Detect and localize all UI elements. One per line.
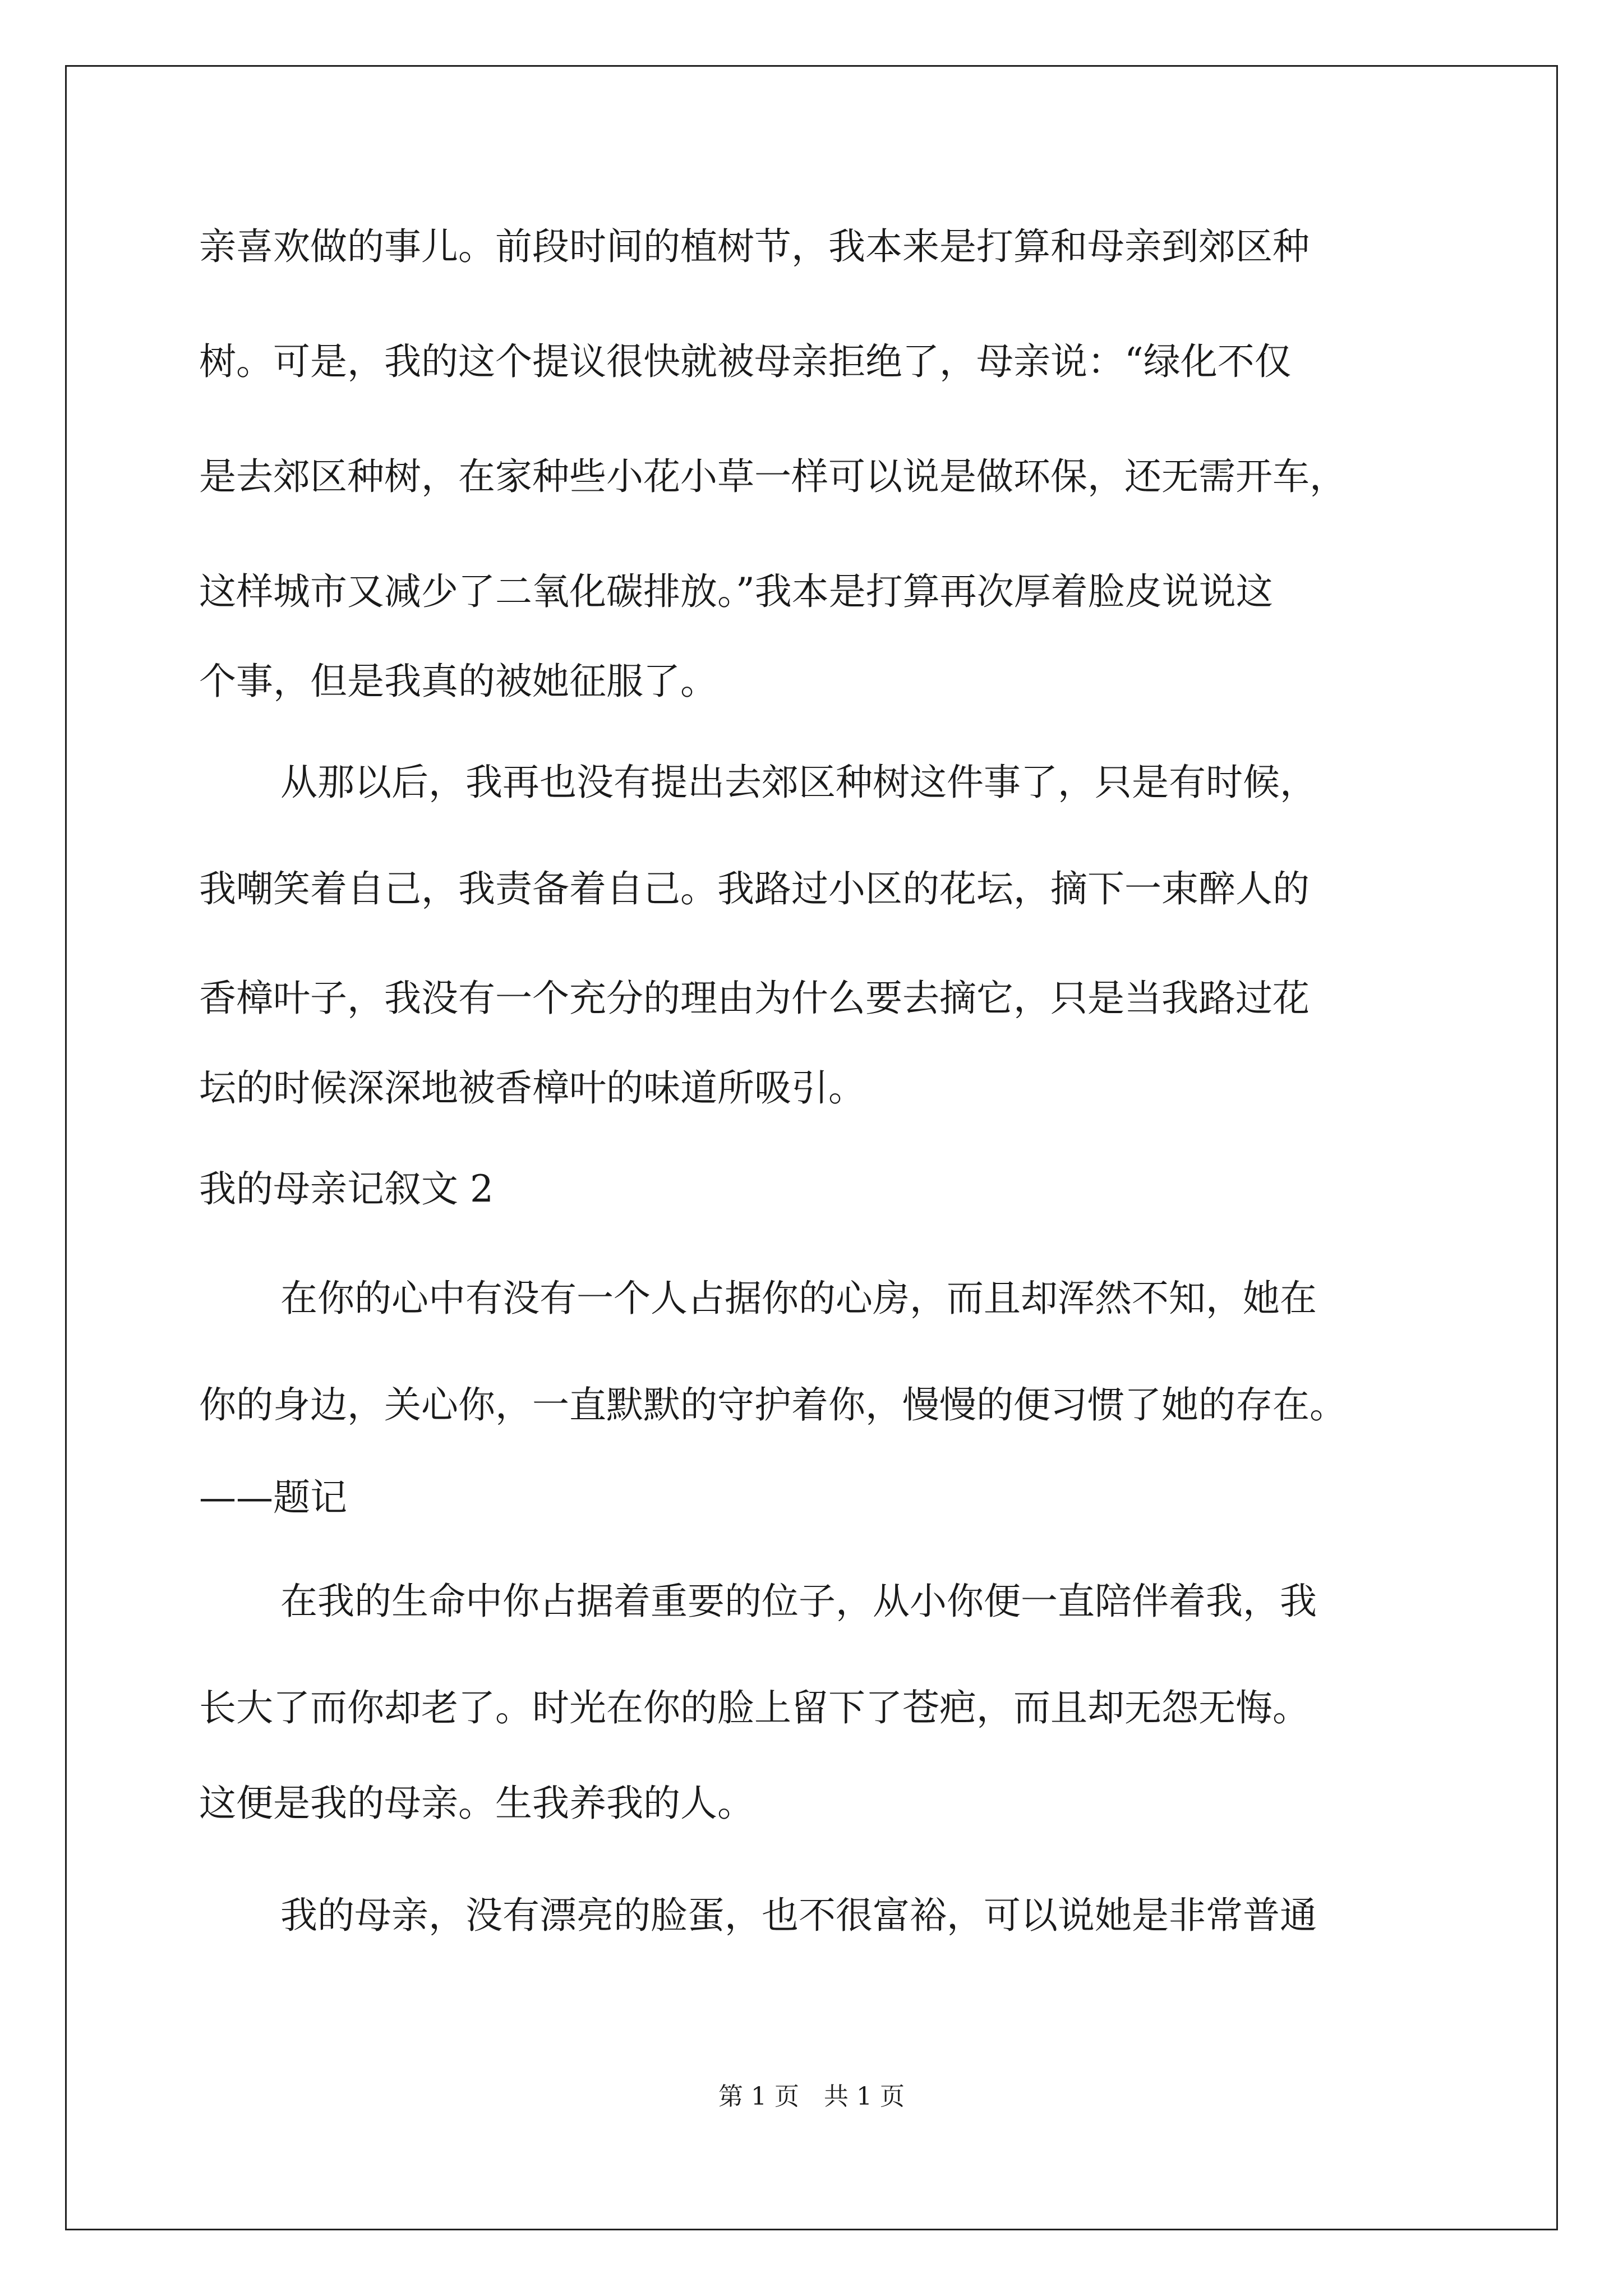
paragraph-1-line-5: 个事，但是我真的被她征服了。 (199, 660, 717, 703)
paragraph-5-line-1: 我的母亲，没有漂亮的脸蛋，也不很富裕，可以说她是非常普通 (280, 1894, 1317, 1937)
section-heading: 我的母亲记叙文 2 (199, 1167, 494, 1211)
paragraph-1-line-4: 这样城市又减少了二氧化碳排放。”我本是打算再次厚着脸皮说说这 (199, 570, 1273, 613)
paragraph-4-line-3: 这便是我的母亲。生我养我的人。 (199, 1782, 754, 1825)
paragraph-2-line-2: 我嘲笑着自己，我责备着自己。我路过小区的花坛，摘下一束醉人的 (199, 867, 1310, 910)
paragraph-1-line-2: 树。可是，我的这个提议很快就被母亲拒绝了，母亲说：“绿化不仅 (199, 340, 1292, 383)
paragraph-2-line-3: 香樟叶子，我没有一个充分的理由为什么要去摘它，只是当我路过花 (199, 977, 1310, 1020)
paragraph-3-line-2: 你的身边，关心你，一直默默的守护着你，慢慢的便习惯了她的存在。 (199, 1383, 1347, 1427)
paragraph-3-epigraph: ——题记 (199, 1476, 347, 1519)
paragraph-4-line-1: 在我的生命中你占据着重要的位子，从小你便一直陪伴着我，我 (280, 1580, 1317, 1623)
paragraph-1-line-3: 是去郊区种树，在家种些小花小草一样可以说是做环保，还无需开车， (199, 455, 1347, 498)
paragraph-3-line-1: 在你的心中有没有一个人占据你的心房，而且却浑然不知，她在 (280, 1277, 1317, 1320)
paragraph-1-line-1: 亲喜欢做的事儿。前段时间的植树节，我本来是打算和母亲到郊区种 (199, 225, 1310, 268)
page-number: 第 1 页 共 1 页 (718, 2082, 905, 2111)
paragraph-2-line-1: 从那以后，我再也没有提出去郊区种树这件事了，只是有时候， (280, 761, 1317, 804)
paragraph-4-line-2: 长大了而你却老了。时光在你的脸上留下了苍疤，而且却无怨无悔。 (199, 1686, 1310, 1729)
paragraph-2-line-4: 坛的时候深深地被香樟叶的味道所吸引。 (199, 1066, 865, 1110)
